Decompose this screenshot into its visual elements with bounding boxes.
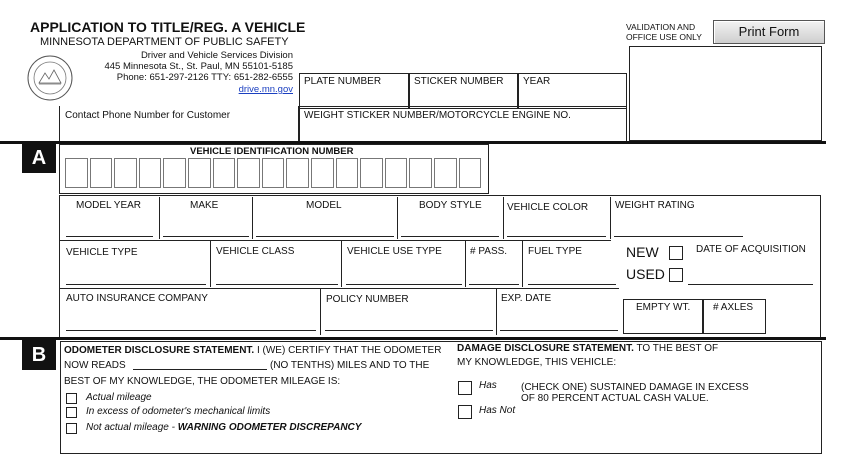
vehicle-use-type-label: VEHICLE USE TYPE [347,246,442,257]
department-name: MINNESOTA DEPARTMENT OF PUBLIC SAFETY [40,36,289,48]
vin-cell[interactable] [139,158,162,188]
new-label: NEW [626,244,659,260]
validation-label-1: VALIDATION AND [626,22,696,32]
now-reads-label: NOW READS [64,360,126,371]
vin-cell[interactable] [409,158,432,188]
no-tenths-label: (NO TENTHS) MILES AND TO THE [270,360,430,371]
office-use-box [629,46,822,141]
not-actual-mileage-checkbox[interactable] [66,423,77,434]
divider [341,241,342,287]
divider [522,241,523,287]
divider [159,197,160,239]
model-year-field[interactable] [66,236,153,237]
weight-rating-field[interactable] [614,236,743,237]
vehicle-use-type-field[interactable] [346,284,462,285]
section-b-marker: B [22,340,56,370]
body-style-field[interactable] [401,236,499,237]
has-not-label: Has Not [479,405,516,416]
form-title: APPLICATION TO TITLE/REG. A VEHICLE [30,19,306,35]
vin-cell[interactable] [213,158,236,188]
damage-title: DAMAGE DISCLOSURE STATEMENT. [457,343,634,354]
auto-insurance-label: AUTO INSURANCE COMPANY [66,293,208,304]
pass-field[interactable] [469,284,519,285]
make-label: MAKE [190,200,219,211]
vin-cell[interactable] [434,158,457,188]
actual-mileage-checkbox[interactable] [66,393,77,404]
fuel-type-field[interactable] [528,284,616,285]
auto-insurance-field[interactable] [66,330,316,331]
odometer-discrepancy-warning: WARNING ODOMETER DISCREPANCY [177,422,362,433]
state-seal-icon [27,55,73,101]
vin-cell[interactable] [286,158,309,188]
section-a-marker: A [22,143,56,173]
pass-label: # PASS. [470,246,508,257]
vehicle-type-label: VEHICLE TYPE [66,247,138,258]
actual-mileage-label: Actual mileage [86,392,152,403]
date-of-acquisition-field[interactable] [688,284,813,285]
divider [397,197,398,239]
empty-wt-label: EMPTY WT. [636,302,691,313]
has-not-damage-checkbox[interactable] [458,405,472,419]
address: 445 Minnesota St., St. Paul, MN 55101-5185 [104,61,293,72]
validation-label-2: OFFICE USE ONLY [626,32,702,42]
excess-mileage-checkbox[interactable] [66,407,77,418]
weight-sticker-label: WEIGHT STICKER NUMBER/MOTORCYCLE ENGINE NO. [304,110,571,121]
divider [210,241,211,287]
vin-cell[interactable] [262,158,285,188]
vin-cell[interactable] [188,158,211,188]
contact-phone-label: Contact Phone Number for Customer [65,110,231,121]
not-actual-prefix: Not actual mileage - [86,422,178,433]
print-form-button[interactable]: Print Form [713,20,825,44]
not-actual-mileage-label [86,422,361,433]
divider [503,197,504,239]
vin-cell[interactable] [163,158,186,188]
best-of-knowledge-label: BEST OF MY KNOWLEDGE, THE ODOMETER MILEAGE IS: [64,376,341,387]
vin-cell[interactable] [237,158,260,188]
vin-cell[interactable] [90,158,113,188]
damage-to-best: TO THE BEST OF [633,343,719,354]
vehicle-class-field[interactable] [216,284,338,285]
model-label: MODEL [306,200,342,211]
policy-number-label: POLICY NUMBER [326,294,409,305]
make-field[interactable] [163,236,249,237]
policy-number-field[interactable] [325,330,493,331]
vehicle-color-label: VEHICLE COLOR [507,202,589,213]
check-one-line2: OF 80 PERCENT ACTUAL CASH VALUE. [521,393,709,404]
divider [252,197,253,239]
exp-date-field[interactable] [500,330,618,331]
vin-cell[interactable] [114,158,137,188]
division-name: Driver and Vehicle Services Division [140,50,293,61]
divider [465,241,466,287]
date-of-acquisition-label: DATE OF ACQUISITION [696,244,806,255]
vin-cell[interactable] [459,158,482,188]
vin-cell[interactable] [311,158,334,188]
damage-knowledge-label: MY KNOWLEDGE, THIS VEHICLE: [457,357,617,368]
divider [610,197,611,239]
excess-mileage-label: In excess of odometer's mechanical limits [86,406,271,417]
website-link[interactable]: drive.mn.gov [238,84,293,95]
exp-date-label: EXP. DATE [501,293,552,304]
odometer-title: ODOMETER DISCLOSURE STATEMENT. [64,345,255,356]
sticker-number-label: STICKER NUMBER [414,76,504,87]
odometer-certify-text: I (WE) CERTIFY THAT THE ODOMETER [254,345,442,356]
model-year-label: MODEL YEAR [76,200,142,211]
model-field[interactable] [256,236,394,237]
vehicle-class-label: VEHICLE CLASS [216,246,295,257]
odometer-statement-line1 [64,345,441,356]
has-label: Has [479,380,497,391]
odometer-reading-field[interactable] [133,369,267,370]
check-one-line1: (CHECK ONE) SUSTAINED DAMAGE IN EXCESS [521,382,749,393]
new-checkbox[interactable] [669,246,683,260]
vin-label: VEHICLE IDENTIFICATION NUMBER [190,146,354,157]
row-divider [59,288,619,289]
divider [496,289,497,335]
vin-cell[interactable] [336,158,359,188]
phone-numbers: Phone: 651-297-2126 TTY: 651-282-6555 [116,72,293,83]
vehicle-type-field[interactable] [66,284,206,285]
vin-cell[interactable] [360,158,383,188]
year-label: YEAR [523,76,551,87]
section-b-divider [0,337,826,340]
divider [320,289,321,335]
fuel-type-label: FUEL TYPE [528,246,582,257]
used-label: USED [626,266,665,282]
vehicle-color-field[interactable] [507,236,606,237]
body-style-label: BODY STYLE [419,200,482,211]
has-damage-checkbox[interactable] [458,381,472,395]
used-checkbox[interactable] [669,268,683,282]
row-divider [59,240,611,241]
axles-label: # AXLES [713,302,754,313]
plate-number-label: PLATE NUMBER [304,76,382,87]
damage-statement-line1 [457,343,718,354]
vin-cell[interactable] [385,158,408,188]
weight-rating-label: WEIGHT RATING [615,200,695,211]
vin-cell[interactable] [65,158,88,188]
